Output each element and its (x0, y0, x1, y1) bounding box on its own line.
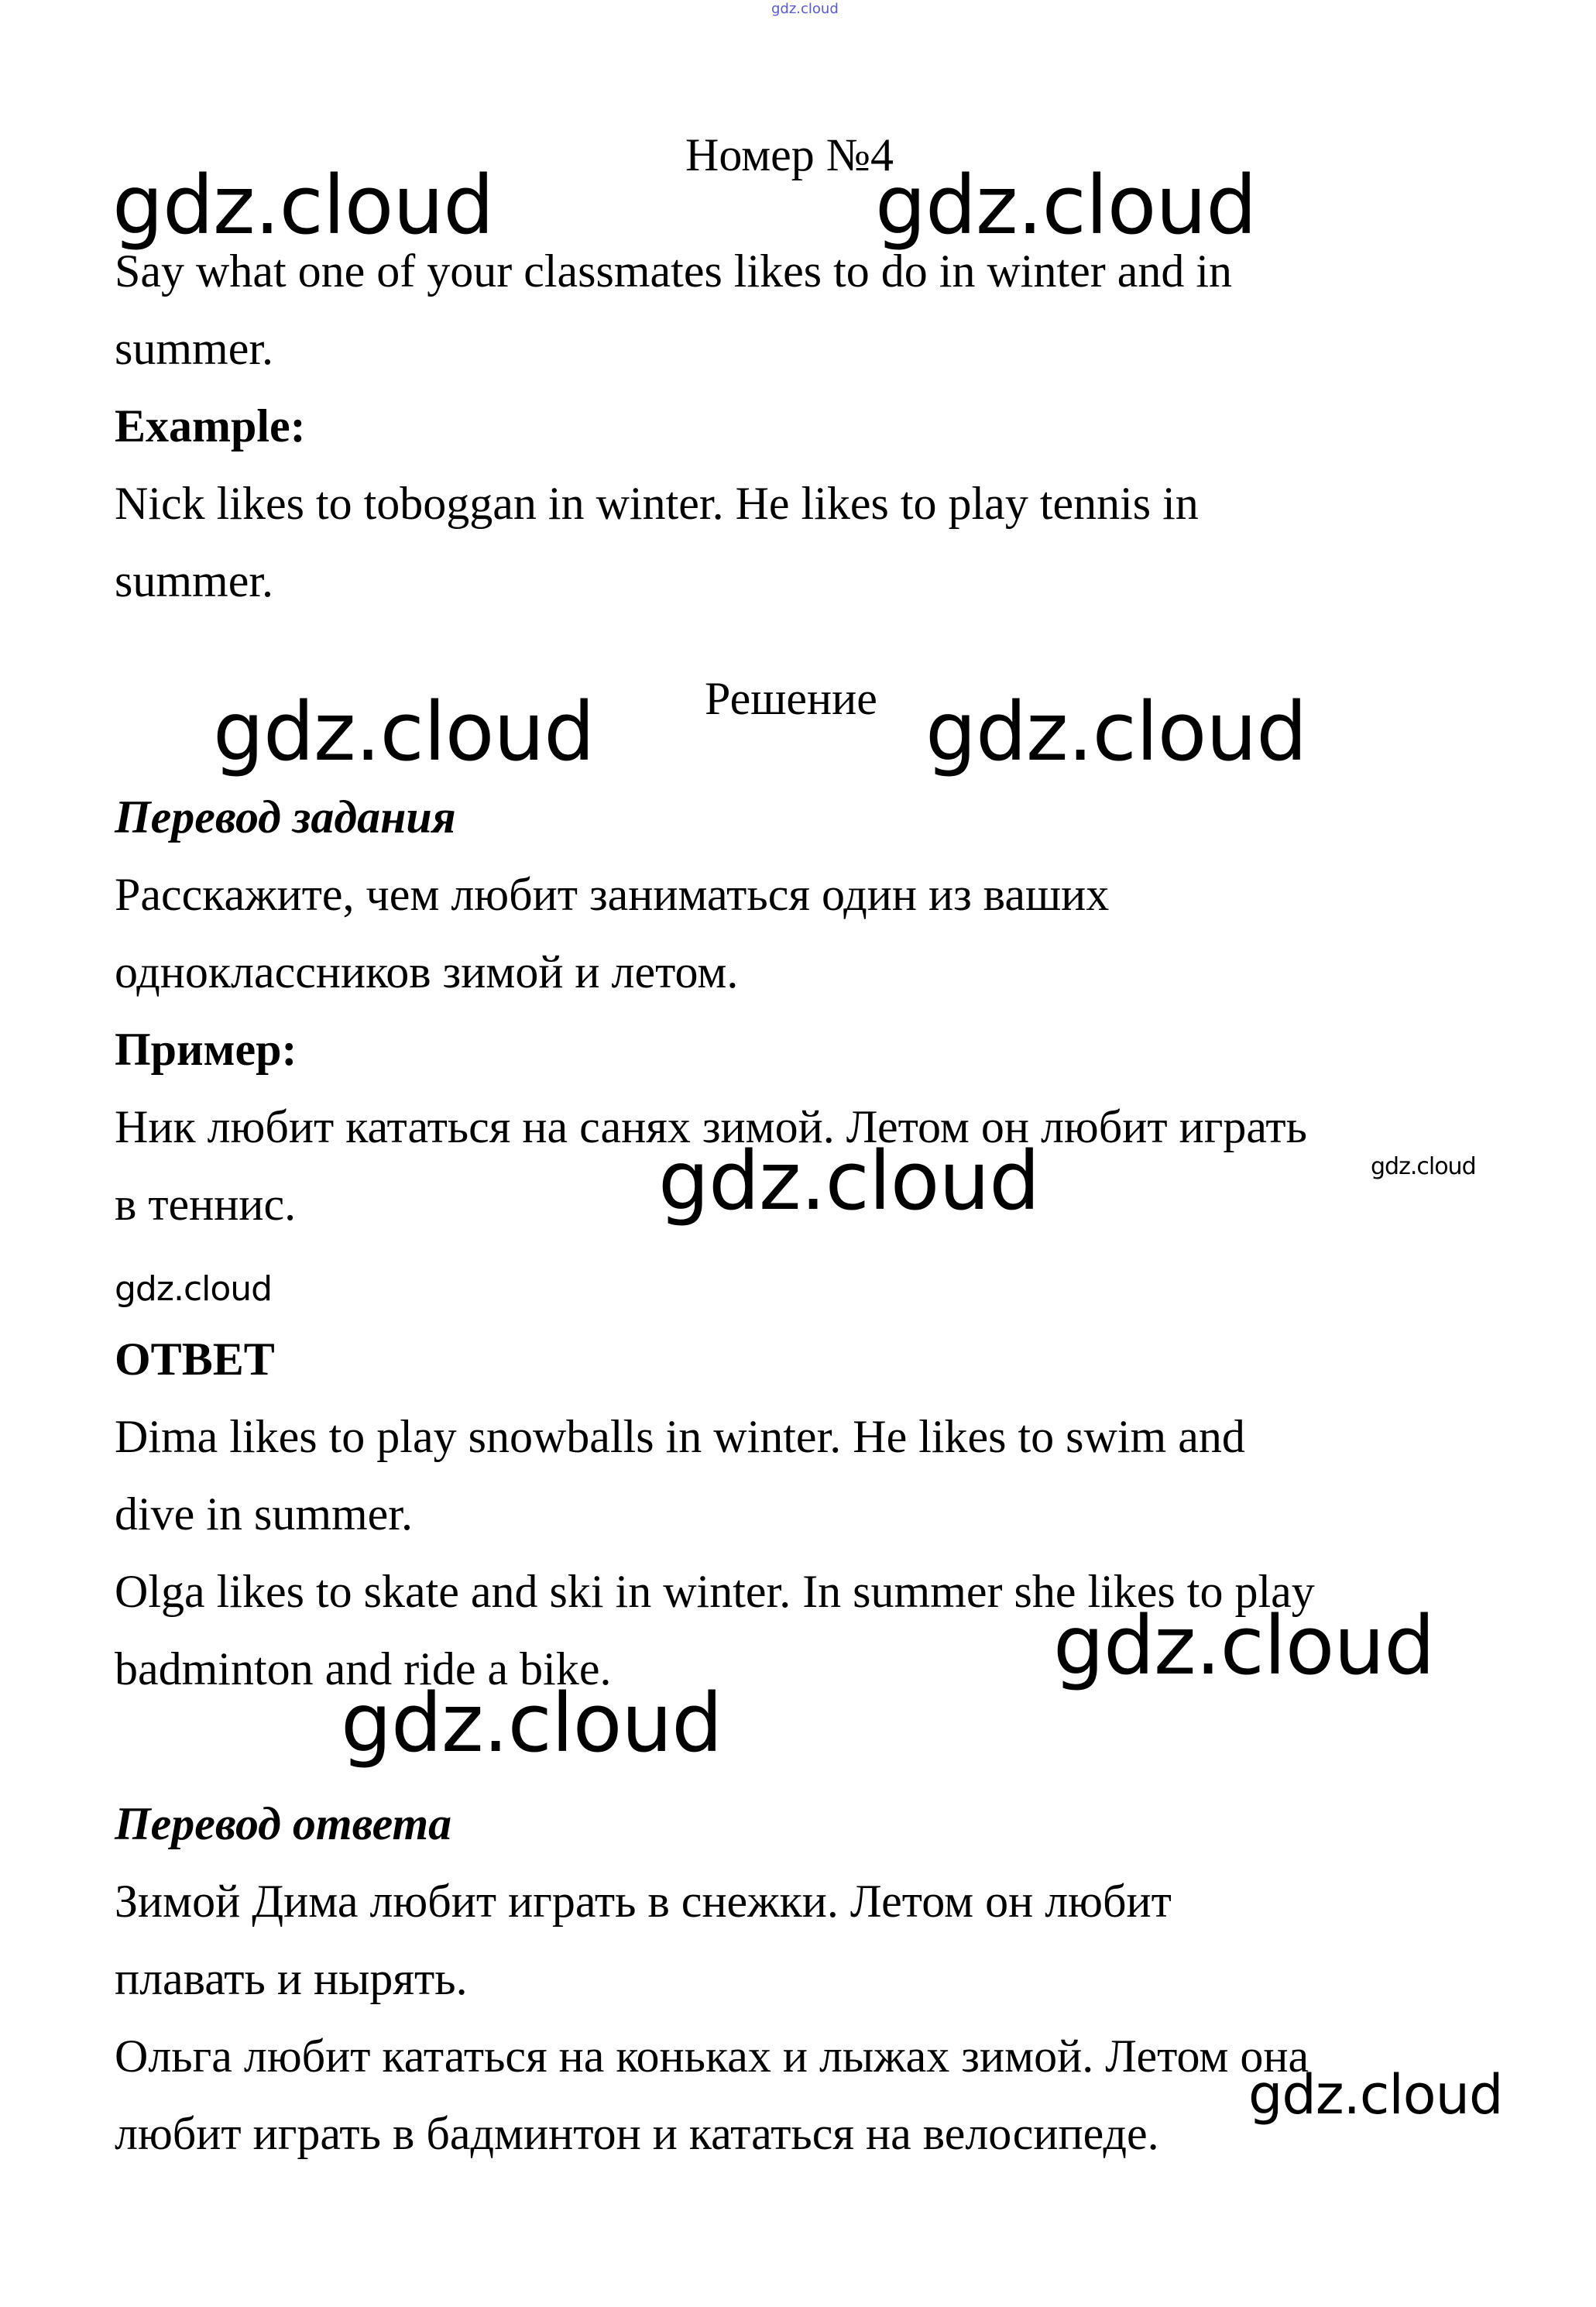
answer-text-line: dive in summer. (115, 1488, 413, 1540)
watermark: gdz.cloud (1053, 1598, 1435, 1693)
watermark: gdz.cloud (925, 685, 1307, 779)
solution-title: Решение (705, 673, 877, 724)
watermark: gdz.cloud (875, 158, 1257, 252)
translation-heading: Перевод задания (115, 791, 456, 843)
example-label: Example: (115, 400, 306, 451)
watermark: gdz.cloud (341, 1676, 722, 1770)
answer-translation-heading: Перевод ответа (115, 1798, 452, 1849)
task-text-line: Say what one of your classmates likes to do in winter and in (115, 245, 1233, 297)
task-text-line: summer. (115, 323, 273, 374)
top-watermark: gdz.cloud (771, 1, 839, 17)
answer-translation-line: Зимой Дима любит играть в снежки. Летом он любит (115, 1876, 1172, 1927)
answer-text-line: Olga likes to skate and ski in winter. In summer she likes to play (115, 1566, 1315, 1617)
answer-translation-line: плавать и нырять. (115, 1953, 468, 2004)
answer-translation-line: Ольга любит кататься на коньках и лыжах зимой. Летом она (115, 2031, 1309, 2082)
watermark: gdz.cloud (112, 158, 494, 252)
watermark: gdz.cloud (115, 1269, 273, 1309)
answer-text-line: badminton and ride a bike. (115, 1643, 612, 1694)
translation-text-line: Расскажите, чем любит заниматься один из ваших (115, 869, 1110, 920)
watermark: gdz.cloud (1248, 2063, 1503, 2127)
translation-example-line: в теннис. (115, 1179, 297, 1230)
page-title: Номер №4 (685, 129, 894, 180)
translation-text-line: одноклассников зимой и летом. (115, 946, 739, 997)
answer-translation-line: любит играть в бадминтон и кататься на велосипеде. (115, 2108, 1159, 2159)
example-text-line: summer. (115, 555, 273, 606)
watermark: gdz.cloud (1371, 1153, 1476, 1180)
translation-example-label: Пример: (115, 1024, 297, 1075)
answer-text-line: Dima likes to play snowballs in winter. He likes to swim and (115, 1411, 1245, 1462)
translation-example-line: Ник любит кататься на санях зимой. Летом он любит играть (115, 1101, 1307, 1152)
watermark: gdz.cloud (658, 1134, 1040, 1228)
watermark: gdz.cloud (213, 685, 595, 779)
example-text-line: Nick likes to toboggan in winter. He likes to play tennis in (115, 478, 1199, 529)
answer-label: ОТВЕТ (115, 1334, 275, 1385)
